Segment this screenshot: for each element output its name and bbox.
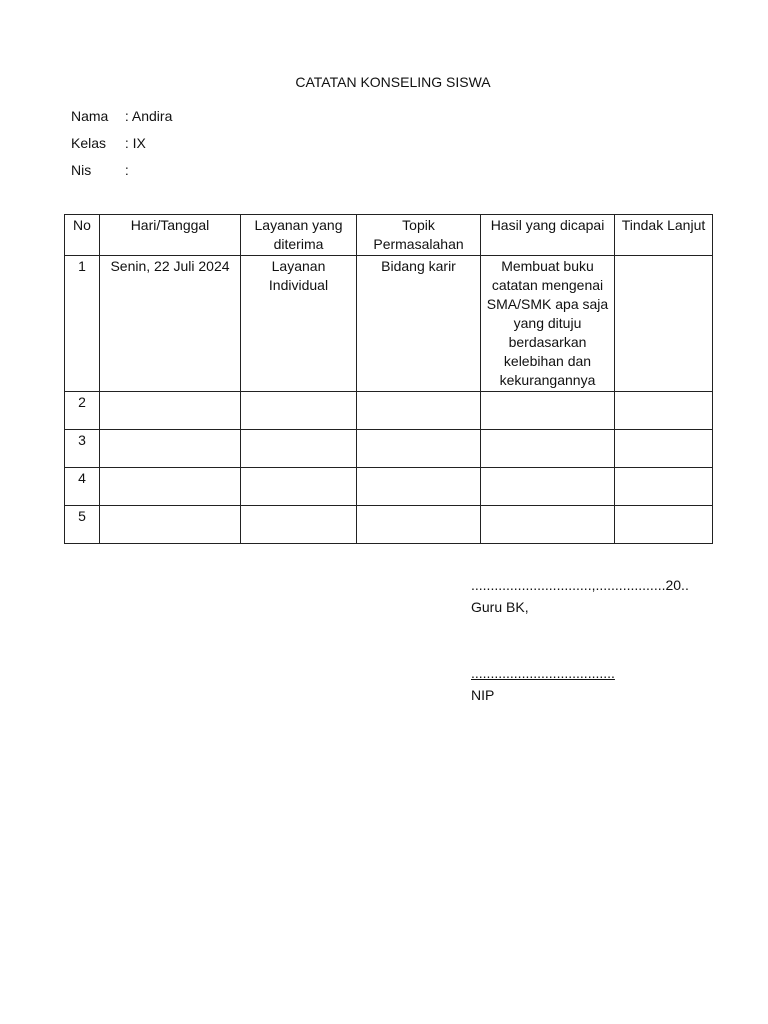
cell-result: [481, 392, 615, 430]
document-title: CATATAN KONSELING SISWA: [295, 74, 491, 90]
cell-no: 4: [65, 468, 100, 506]
header-no: No: [65, 215, 100, 256]
table-row: [65, 256, 713, 392]
cell-result: Membuat buku catatan mengenai SMA/SMK apa saja yang dituju berdasarkan kelebihan dan kekurangannya: [481, 256, 615, 392]
header-follow-up: Tindak Lanjut: [615, 215, 713, 256]
cell-topic: Bidang karir: [357, 256, 481, 392]
student-name-field: [71, 108, 172, 124]
cell-service: [241, 392, 357, 430]
cell-result: [481, 430, 615, 468]
cell-follow-up: [615, 468, 713, 506]
cell-date: Senin, 22 Juli 2024: [100, 256, 241, 392]
cell-service: Layanan Individual: [241, 256, 357, 392]
cell-date: [100, 468, 241, 506]
table-row: [65, 506, 713, 544]
cell-service: [241, 506, 357, 544]
name-value: : Andira: [124, 108, 173, 124]
cell-no: 1: [65, 256, 100, 392]
cell-no: 2: [65, 392, 100, 430]
cell-topic: [357, 506, 481, 544]
header-service: Layanan yang diterima: [241, 215, 357, 256]
cell-follow-up: [615, 430, 713, 468]
cell-follow-up: [615, 392, 713, 430]
class-value: : IX: [124, 135, 146, 151]
cell-date: [100, 430, 241, 468]
table-row: [65, 392, 713, 430]
header-topic: Topik Permasalahan: [357, 215, 481, 256]
nis-value: :: [124, 162, 129, 178]
cell-follow-up: [615, 256, 713, 392]
cell-date: [100, 506, 241, 544]
nis-label: Nis: [71, 162, 92, 178]
cell-no: 5: [65, 506, 100, 544]
table-row: [65, 430, 713, 468]
cell-no: 3: [65, 430, 100, 468]
counseling-table: [64, 214, 713, 544]
cell-topic: [357, 392, 481, 430]
signature-nip: NIP: [471, 687, 495, 703]
cell-result: [481, 506, 615, 544]
student-class-field: [71, 135, 146, 151]
header-result: Hasil yang dicapai: [481, 215, 615, 256]
cell-topic: [357, 430, 481, 468]
signature-date-line: ...............................,..................20..: [471, 577, 689, 593]
student-nis-field: [71, 162, 129, 178]
cell-result: [481, 468, 615, 506]
signature-role: Guru BK,: [471, 599, 529, 615]
name-label: Nama: [71, 108, 109, 124]
table-header-row: [65, 215, 713, 256]
table-row: [65, 468, 713, 506]
signature-name-line: .....................................: [471, 665, 615, 681]
cell-date: [100, 392, 241, 430]
cell-service: [241, 430, 357, 468]
class-label: Kelas: [71, 135, 107, 151]
cell-follow-up: [615, 506, 713, 544]
cell-topic: [357, 468, 481, 506]
header-date: Hari/Tanggal: [100, 215, 241, 256]
cell-service: [241, 468, 357, 506]
